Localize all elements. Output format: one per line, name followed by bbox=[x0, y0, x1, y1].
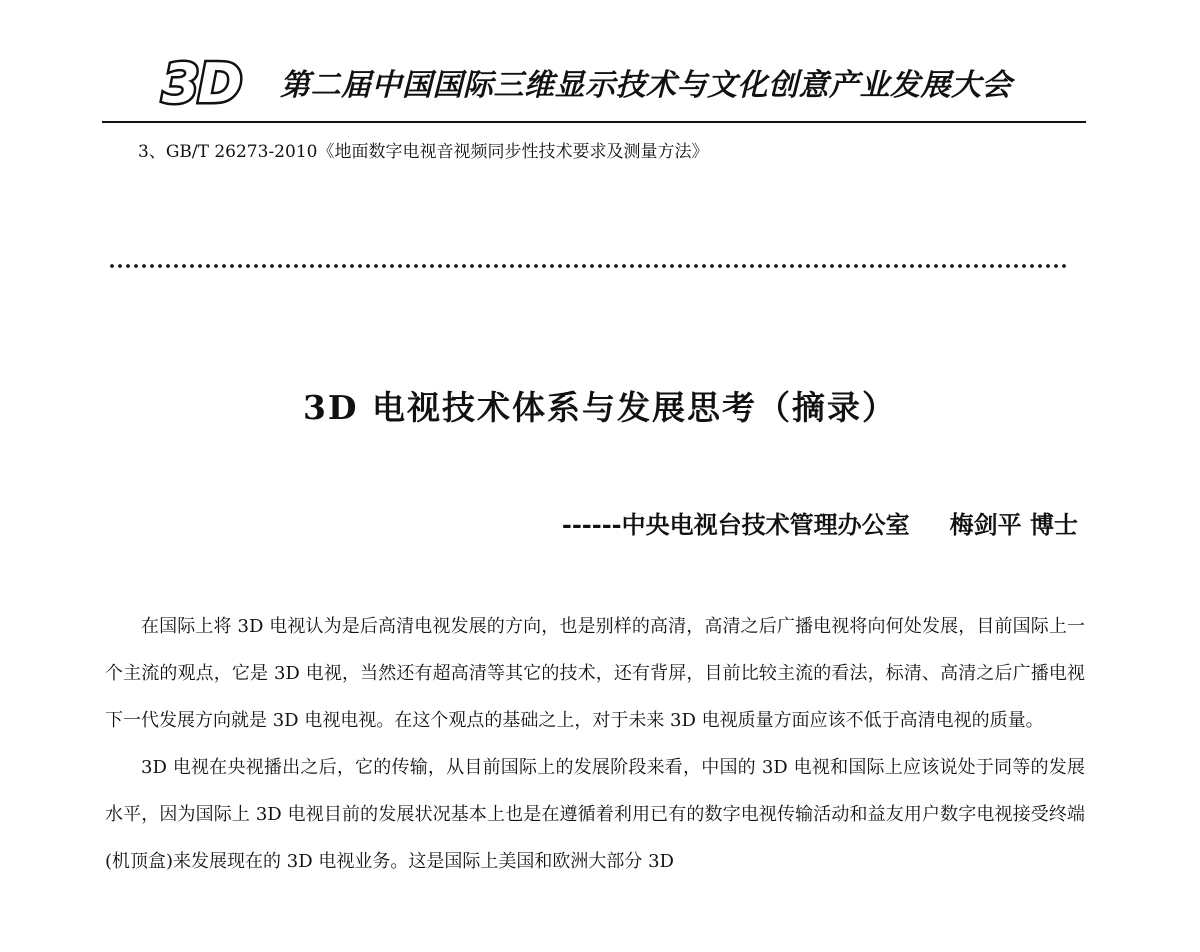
author-organization: ------中央电视台技术管理办公室 bbox=[561, 510, 910, 539]
conference-header bbox=[158, 52, 1012, 112]
author-name: 梅剑平 博士 bbox=[949, 510, 1078, 539]
author-line bbox=[562, 505, 1078, 540]
conference-title: 第二届中国国际三维显示技术与文化创意产业发展大会 bbox=[280, 68, 1012, 103]
conference-3d-logo bbox=[158, 54, 270, 110]
reference-line: 3、GB/T 26273-2010《地面数字电视音视频同步性技术要求及测量方法》 bbox=[138, 142, 709, 162]
logo-text: 3D bbox=[162, 54, 241, 110]
dotted-separator bbox=[108, 262, 1070, 270]
header-divider bbox=[102, 121, 1086, 123]
article-title: 3D 电视技术体系与发展思考（摘录） bbox=[302, 388, 898, 427]
article-body bbox=[105, 603, 1085, 885]
body-paragraph: 在国际上将 3D 电视认为是后高清电视发展的方向，也是别样的高清，高清之后广播电视将向何处发展，目前国际上一个主流的观点，它是 3D 电视，当然还有超高清等其它的技术，还有背屏，目前比较主流的看法，标清、高清之后广播电视下一代发展方向就是 3D 电视电视。在这个观点的基础之上，对于未来 3D 电视质量方面应该不低于高清电视的质量。 bbox=[105, 616, 1085, 731]
body-paragraph: 3D 电视在央视播出之后，它的传输，从目前国际上的发展阶段来看，中国的 3D 电视和国际上应该说处于同等的发展水平，因为国际上 3D 电视目前的发展状况基本上也是在遵循着利用已有的数字电视传输活动和益友用户数字电视接受终端(机顶盒)来发展现在的 3D 电视业务。这是国际上美国和欧洲大部分 3D bbox=[105, 757, 1085, 872]
